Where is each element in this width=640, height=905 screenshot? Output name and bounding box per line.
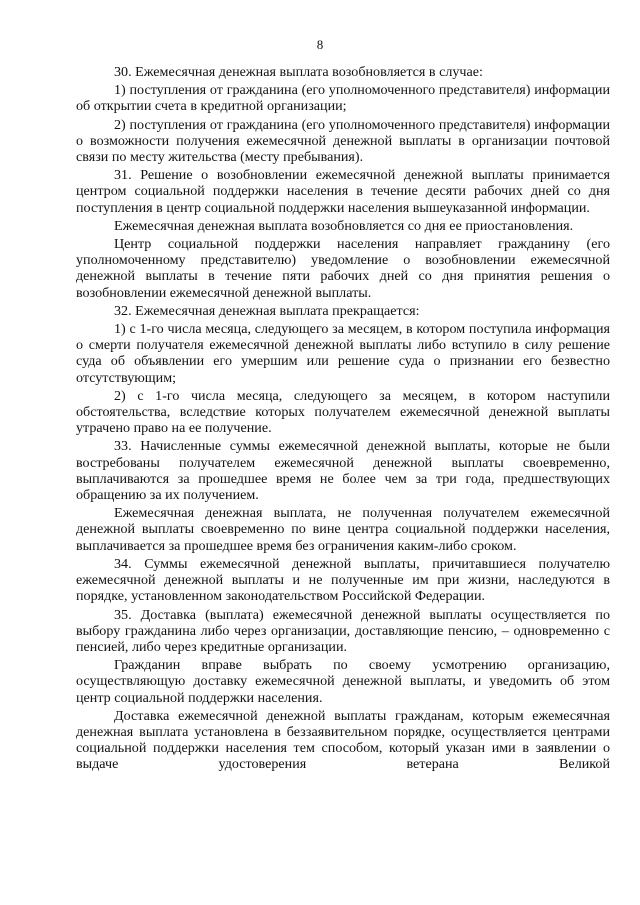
- paragraph-item-33: 33. Начисленные суммы ежемесячной денежной выплаты, которые не были востребованы получателем ежемесячной денежной выплаты своевременно, выплачиваются за прошедшее время не более чем за три года, предшествующих обращению за их получением.: [76, 438, 610, 504]
- paragraph-item-32-1: 1) с 1-го числа месяца, следующего за месяцем, в котором поступила информация о смерти получателя ежемесячной денежной выплаты либо вступило в силу решение суда об объявлении его умершим или решение суда о признании его безвестно отсутствующим;: [76, 321, 610, 386]
- paragraph-item-33-center-fault: Ежемесячная денежная выплата, не полученная получателем ежемесячной денежной выплаты своевременно по вине центра социальной поддержки населения, выплачивается за прошедшее время без ограничения каким-либо сроком.: [76, 505, 610, 554]
- paragraph-item-34: 34. Суммы ежемесячной денежной выплаты, причитавшиеся получателю ежемесячной денежной выплаты и не полученные им при жизни, наследуются в порядке, установленном законодательством Российской Федерации.: [76, 555, 610, 605]
- paragraph-item-31: 31. Решение о возобновлении ежемесячной денежной выплаты принимается центром социальной поддержки населения в течение десяти рабочих дней со дня поступления в центр социальной поддержки населения вышеуказанной информации.: [76, 167, 610, 216]
- paragraph-item-32: 32. Ежемесячная денежная выплата прекращается:: [114, 302, 420, 319]
- page-number: 8: [316, 37, 324, 52]
- paragraph-item-30-2: 2) поступления от гражданина (его уполномоченного представителя) информации о возможности получения ежемесячной денежной выплаты в организации почтовой связи по месту жительства (месту пребывания).: [76, 116, 610, 166]
- paragraph-item-35-choice: Гражданин вправе выбрать по своему усмотрению организацию, осуществляющую доставку ежемесячной денежной выплаты, и уведомить об этом центр социальной поддержки населения.: [76, 657, 610, 706]
- document-body: [76, 64, 610, 775]
- paragraph-item-32-2: 2) с 1-го числа месяца, следующего за месяцем, в котором наступили обстоятельства, вследствие которых получателем ежемесячной денежной выплаты утрачено право на ее получение.: [76, 387, 610, 437]
- paragraph-item-31-resume: Ежемесячная денежная выплата возобновляется со дня ее приостановления.: [114, 217, 574, 234]
- paragraph-item-35-delivery: Доставка ежемесячной денежной выплаты гражданам, которым ежемесячная денежная выплата установлена в беззаявительном порядке, осуществляется центрами социальной поддержки населения тем способом, который указан ими в заявлении о выдаче удостоверения ветерана Великой: [76, 707, 610, 773]
- paragraph-item-30-1: 1) поступления от гражданина (его уполномоченного представителя) информации об открытии счета в кредитной организации;: [76, 82, 610, 115]
- paragraph-item-31-notice: Центр социальной поддержки населения направляет гражданину (его уполномоченному представителю) уведомление о возобновлении ежемесячной денежной выплаты в течение пяти рабочих дней со дня принятия решения о возобновлении ежемесячной денежной выплаты.: [76, 236, 610, 301]
- paragraph-item-30: 30. Ежемесячная денежная выплата возобновляется в случае:: [114, 64, 483, 80]
- paragraph-item-35: 35. Доставка (выплата) ежемесячной денежной выплаты осуществляется по выбору гражданина либо через организации, доставляющие пенсию, – одновременно с пенсией, либо через кредитные организации.: [76, 606, 610, 655]
